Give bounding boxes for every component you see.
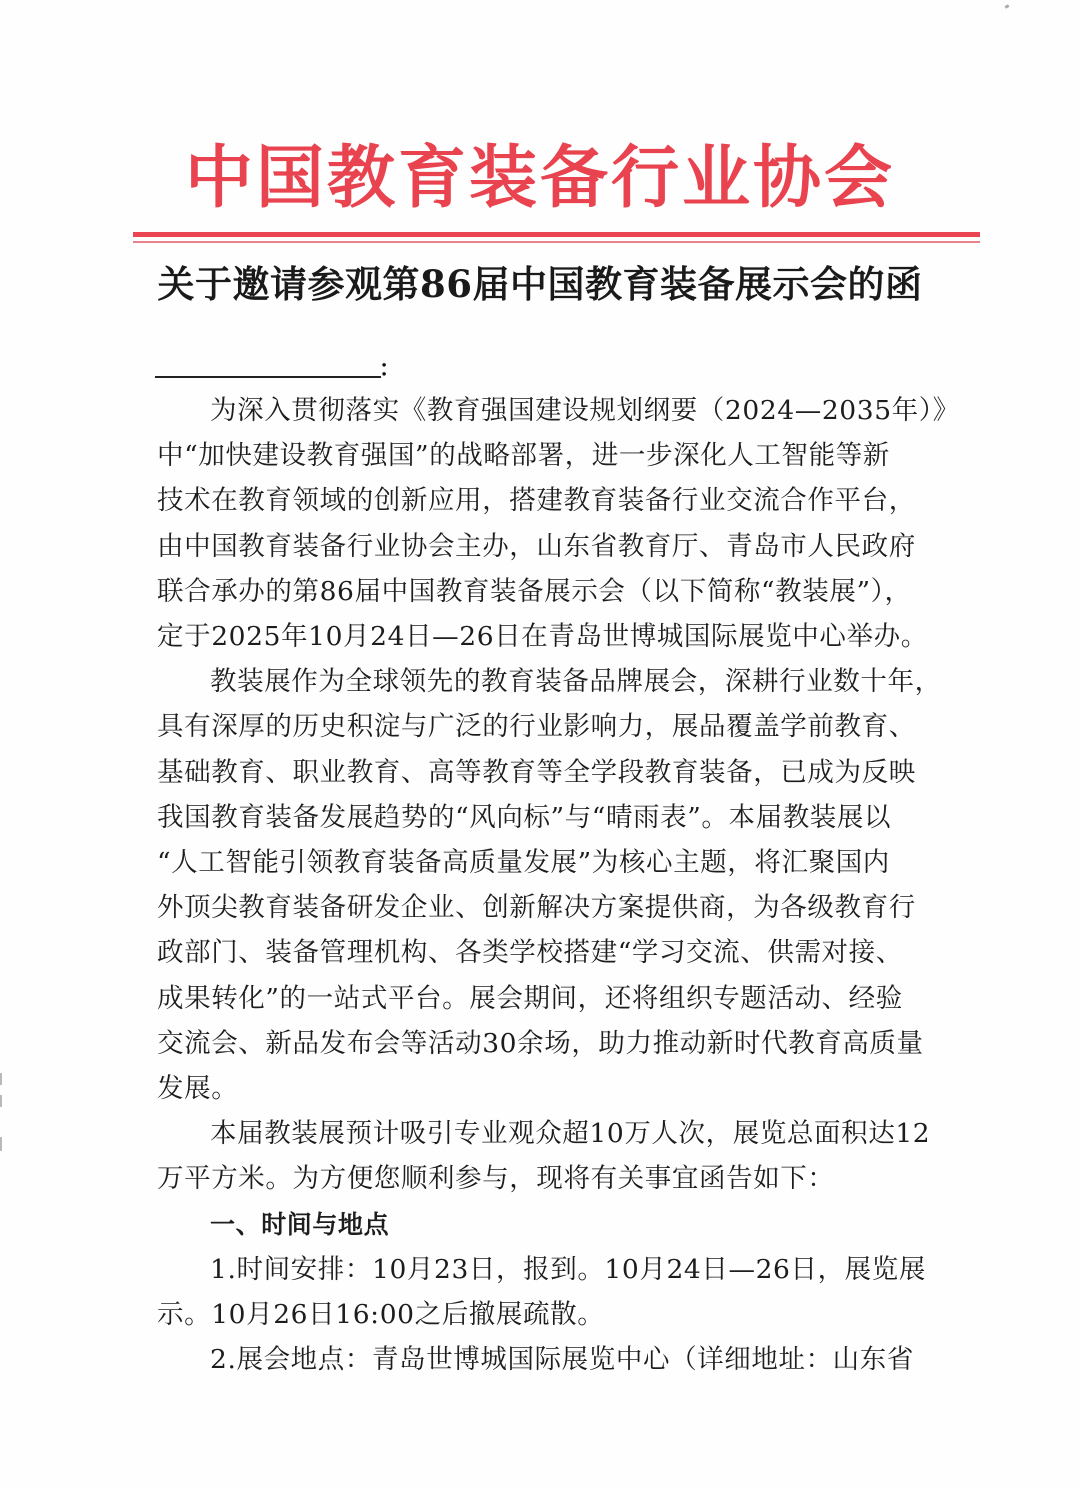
paragraph-line: 基础教育、职业教育、高等教育等全学段教育装备，已成为反映 (157, 756, 916, 788)
paragraph-line: 联合承办的第86届中国教育装备展示会（以下简称“教装展”）， (157, 575, 912, 607)
letterhead-red-rule-thin (133, 241, 980, 243)
recipient-blank-line (155, 376, 381, 378)
item-venue (157, 1337, 957, 1382)
paragraph-line: 为深入贯彻落实《教育强国建设规划纲要（2024—2035年）》 (210, 395, 960, 426)
paragraph-line: 政部门、装备管理机构、各类学校搭建“学习交流、供需对接、 (157, 937, 903, 969)
letterhead-organization: 中国教育装备行业协会 (184, 138, 895, 218)
document-title: 关于邀请参观第86届中国教育装备展示会的函 (157, 262, 923, 306)
paragraph-line: 外顶尖教育装备研发企业、创新解决方案提供商，为各级教育行 (157, 892, 916, 924)
paragraph-line: 由中国教育装备行业协会主办，山东省教育厅、青岛市人民政府 (157, 530, 916, 562)
item-schedule (157, 1247, 957, 1337)
paragraph-2 (157, 659, 957, 1111)
paragraph-line: 成果转化”的一站式平台。展会期间，还将组织专题活动、经验 (157, 982, 903, 1014)
paragraph-line: 发展。 (157, 1073, 239, 1105)
paragraph-line: 万平方米。为方便您顺利参与，现将有关事宜函告如下： (157, 1163, 835, 1195)
scan-edge-mark (0, 1137, 2, 1151)
letter-body (157, 388, 960, 1382)
paragraph-1 (157, 388, 960, 659)
salutation-colon: ： (379, 357, 402, 382)
scan-edge-mark (0, 1073, 2, 1085)
paragraph-3 (157, 1111, 957, 1201)
paragraph-line: 我国教育装备发展趋势的“风向标”与“晴雨表”。本届教装展以 (157, 801, 892, 833)
section-heading: 一、时间与地点 (210, 1209, 390, 1239)
paragraph-line: 定于2025年10月24日—26日在青岛世博城国际展览中心举办。 (157, 621, 928, 653)
scan-edge-mark (0, 1095, 2, 1107)
scan-speck (1005, 4, 1010, 9)
letterhead-red-rule-thick (133, 232, 980, 237)
paragraph-line: 示。10月26日16:00之后撤展疏散。 (157, 1299, 605, 1331)
paragraph-line: 具有深厚的历史积淀与广泛的行业影响力，展品覆盖学前教育、 (157, 711, 916, 743)
paragraph-line: 1.时间安排：10月23日，报到。10月24日—26日，展览展 (210, 1253, 926, 1285)
paragraph-line: 交流会、新品发布会等活动30余场，助力推动新时代教育高质量 (157, 1027, 924, 1059)
paragraph-line: “人工智能引领教育装备高质量发展”为核心主题，将汇聚国内 (157, 847, 890, 879)
paragraph-line: 2.展会地点：青岛世博城国际展览中心（详细地址：山东省 (210, 1344, 914, 1376)
section-heading-time-and-place (157, 1202, 957, 1247)
paragraph-line: 教装展作为全球领先的教育装备品牌展会，深耕行业数十年， (210, 666, 942, 698)
paragraph-line: 本届教装展预计吸引专业观众超10万人次，展览总面积达12 (210, 1118, 931, 1150)
paragraph-line: 中“加快建设教育强国”的战略部署，进一步深化人工智能等新 (157, 440, 890, 472)
paragraph-line: 技术在教育领域的创新应用，搭建教育装备行业交流合作平台， (157, 485, 916, 517)
